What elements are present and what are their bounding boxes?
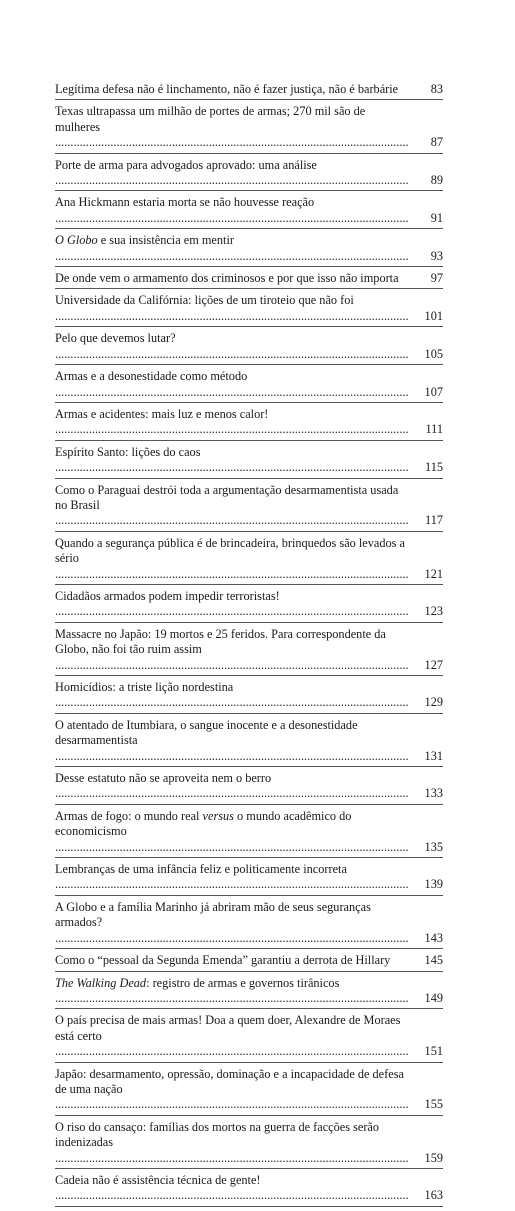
toc-entry-page-number: 145: [424, 953, 443, 968]
toc-entry: [55, 82, 443, 100]
toc-entry-page-number: 117: [425, 513, 443, 528]
toc-entry: [55, 158, 443, 192]
toc-entry-title: [55, 771, 409, 802]
toc-entry: [55, 445, 443, 479]
toc-entry-page-number: 143: [424, 930, 443, 945]
toc-entry-title-part: Armas e acidentes: mais luz e menos calor!: [55, 406, 269, 421]
toc-entry-title-part: o mundo acadêmico do economicismo: [55, 808, 352, 839]
toc-entry-page-number: 159: [424, 1150, 443, 1165]
toc-entry: [55, 233, 443, 267]
toc-entry-title-part: Legítima defesa não é linchamento, não é fazer justiça, não é barbárie: [55, 82, 399, 96]
toc-entry: [55, 1173, 443, 1207]
toc-entry-page-number: 131: [424, 748, 443, 763]
toc-entry-page-number: 97: [430, 271, 443, 286]
toc-entry-title: [55, 809, 409, 855]
toc-entry-title-part: e sua insistência em mentir: [97, 233, 234, 248]
toc-entry-title: [55, 1120, 409, 1166]
toc-entry-page-number: 135: [424, 839, 443, 854]
toc-entry-page-number: 155: [424, 1097, 443, 1112]
toc-entry-title-part: Como o Paraguai destrói toda a argumentação desarmamentista usada no Brasil: [55, 482, 399, 512]
toc-entry-page-number: 123: [424, 604, 443, 619]
toc-entry: [55, 627, 443, 676]
toc-entry-title: [55, 407, 409, 438]
toc-entry-title-part: De onde vem o armamento dos criminosos e por que isso não importa: [55, 271, 399, 286]
toc-entry-title: [55, 953, 409, 968]
toc-entry: [55, 953, 443, 971]
toc-entry-page-number: 139: [424, 877, 443, 892]
toc-entry-page-number: 149: [424, 990, 443, 1005]
toc-entry-title: [55, 233, 409, 264]
toc-entry: [55, 862, 443, 896]
toc-entry-title-part: Japão: desarmamento, opressão, dominação e a incapacidade de defesa de uma nação: [55, 1066, 404, 1096]
toc-entry-title-part: Universidade da Califórnia: lições de um tiroteio que não foi: [55, 293, 354, 308]
toc-entry: [55, 536, 443, 585]
toc-entry-title: [55, 536, 409, 582]
toc-entry-page-number: 129: [424, 695, 443, 710]
toc-entry-title-part: Quando a segurança pública é de brincadeira, brinquedos são levados a sério: [55, 535, 405, 566]
toc-entry-page-number: 83: [430, 82, 443, 96]
toc-entry-title-part: Lembranças de uma infância feliz e politicamente incorreta: [55, 862, 347, 877]
toc-entry-title-part: Desse estatuto não se aproveita nem o berro: [55, 771, 272, 786]
toc-entry-title: [55, 1173, 409, 1204]
toc-entry: [55, 104, 443, 153]
toc-entry: [55, 900, 443, 949]
toc-entry-title: [55, 862, 409, 893]
toc-entry: [55, 407, 443, 441]
toc-entry: [55, 369, 443, 403]
toc-entry-title-part: Cidadãos armados podem impedir terroristas!: [55, 588, 280, 603]
toc-entry-title: [55, 1013, 409, 1059]
toc-entry-title-part: Porte de arma para advogados aprovado: uma análise: [55, 157, 317, 172]
toc-entry-title-part: Massacre no Japão: 19 mortos e 25 feridos. Para correspondente da Globo, não foi tão ruim assim: [55, 626, 386, 657]
toc-entry: [55, 809, 443, 858]
toc-entry-title-part: O atentado de Itumbiara, o sangue inocente e a desonestidade desarmamentista: [55, 717, 358, 748]
toc-entry-page-number: 87: [430, 135, 443, 150]
toc-entry-title-part: The Walking Dead: [55, 975, 147, 990]
toc-entry-title: [55, 483, 409, 529]
toc-entry-title-part: : registro de armas e governos tirânicos: [146, 975, 340, 990]
toc-entry: [55, 293, 443, 327]
toc-entry-title: [55, 82, 409, 97]
toc-entry-title-part: Armas de fogo: o mundo real: [55, 808, 203, 823]
toc-entry-page-number: 127: [424, 657, 443, 672]
toc-entry-title: [55, 331, 409, 362]
toc-entry: [55, 483, 443, 532]
toc-entry-page-number: 89: [430, 173, 443, 188]
toc-entry-page-number: 93: [430, 248, 443, 263]
toc-entry-title: [55, 369, 409, 400]
toc-entry-page-number: 111: [425, 422, 443, 437]
toc-entry-page-number: 91: [430, 210, 443, 225]
toc-entry-title: [55, 104, 409, 150]
toc-entry-page-number: 151: [424, 1044, 443, 1059]
toc-entry-title-part: Texas ultrapassa um milhão de portes de armas; 270 mil são de mulheres: [55, 104, 366, 134]
toc-entry: [55, 1067, 443, 1116]
toc-entry-title: [55, 900, 409, 946]
toc-entry-page-number: 163: [424, 1188, 443, 1203]
toc-entry-page-number: 101: [424, 308, 443, 323]
toc-entry: [55, 1120, 443, 1169]
toc-entry-title-part: O riso do cansaço: famílias dos mortos na guerra de facções serão indenizadas: [55, 1119, 380, 1150]
toc-entry-title: [55, 1067, 409, 1113]
toc-entry-title-part: Pelo que devemos lutar?: [55, 331, 176, 346]
toc-entry-title: [55, 158, 409, 189]
toc-entry-title: [55, 627, 409, 673]
toc-entry: [55, 195, 443, 229]
toc-entry-title: [55, 445, 409, 476]
toc-entry-title-part: Homicídios: a triste lição nordestina: [55, 680, 234, 694]
toc-entry: [55, 589, 443, 623]
toc-entry-page-number: 115: [425, 460, 443, 475]
toc-entry-page-number: 107: [424, 384, 443, 399]
toc-entry-page-number: 121: [424, 566, 443, 581]
toc-entry-title: [55, 680, 409, 711]
toc-entry: [55, 976, 443, 1010]
toc-entry-title: [55, 195, 409, 226]
toc-entry-title: [55, 271, 409, 286]
toc-entry-title-part: Armas e a desonestidade como método: [55, 369, 248, 384]
toc-entry-title-part: Ana Hickmann estaria morta se não houvesse reação: [55, 195, 315, 210]
toc-entry-title-part: O país precisa de mais armas! Doa a quem doer, Alexandre de Moraes está certo: [55, 1013, 401, 1043]
toc-entry: [55, 680, 443, 714]
toc-entry-title-part: Cadeia não é assistência técnica de gente!: [55, 1172, 261, 1187]
toc-entry-title-part: Como o “pessoal da Segunda Emenda” garantiu a derrota de Hillary: [55, 953, 391, 968]
toc-entry-title: [55, 718, 409, 764]
toc-entry-page-number: 133: [424, 786, 443, 801]
toc-entry-title: [55, 589, 409, 620]
table-of-contents: [55, 82, 443, 1211]
toc-entry-title-part: Espírito Santo: lições do caos: [55, 444, 201, 459]
toc-entry: [55, 718, 443, 767]
toc-entry: [55, 271, 443, 289]
toc-entry: [55, 331, 443, 365]
toc-entry-page-number: 105: [424, 346, 443, 361]
toc-entry-title: [55, 976, 409, 1007]
toc-entry-title-part: A Globo e a família Marinho já abriram mão de seus seguranças armados?: [55, 899, 371, 930]
toc-entry-title-part: O Globo: [55, 233, 98, 248]
toc-entry-title-part: versus: [202, 808, 234, 823]
toc-entry-title: [55, 293, 409, 324]
toc-entry: [55, 1013, 443, 1062]
